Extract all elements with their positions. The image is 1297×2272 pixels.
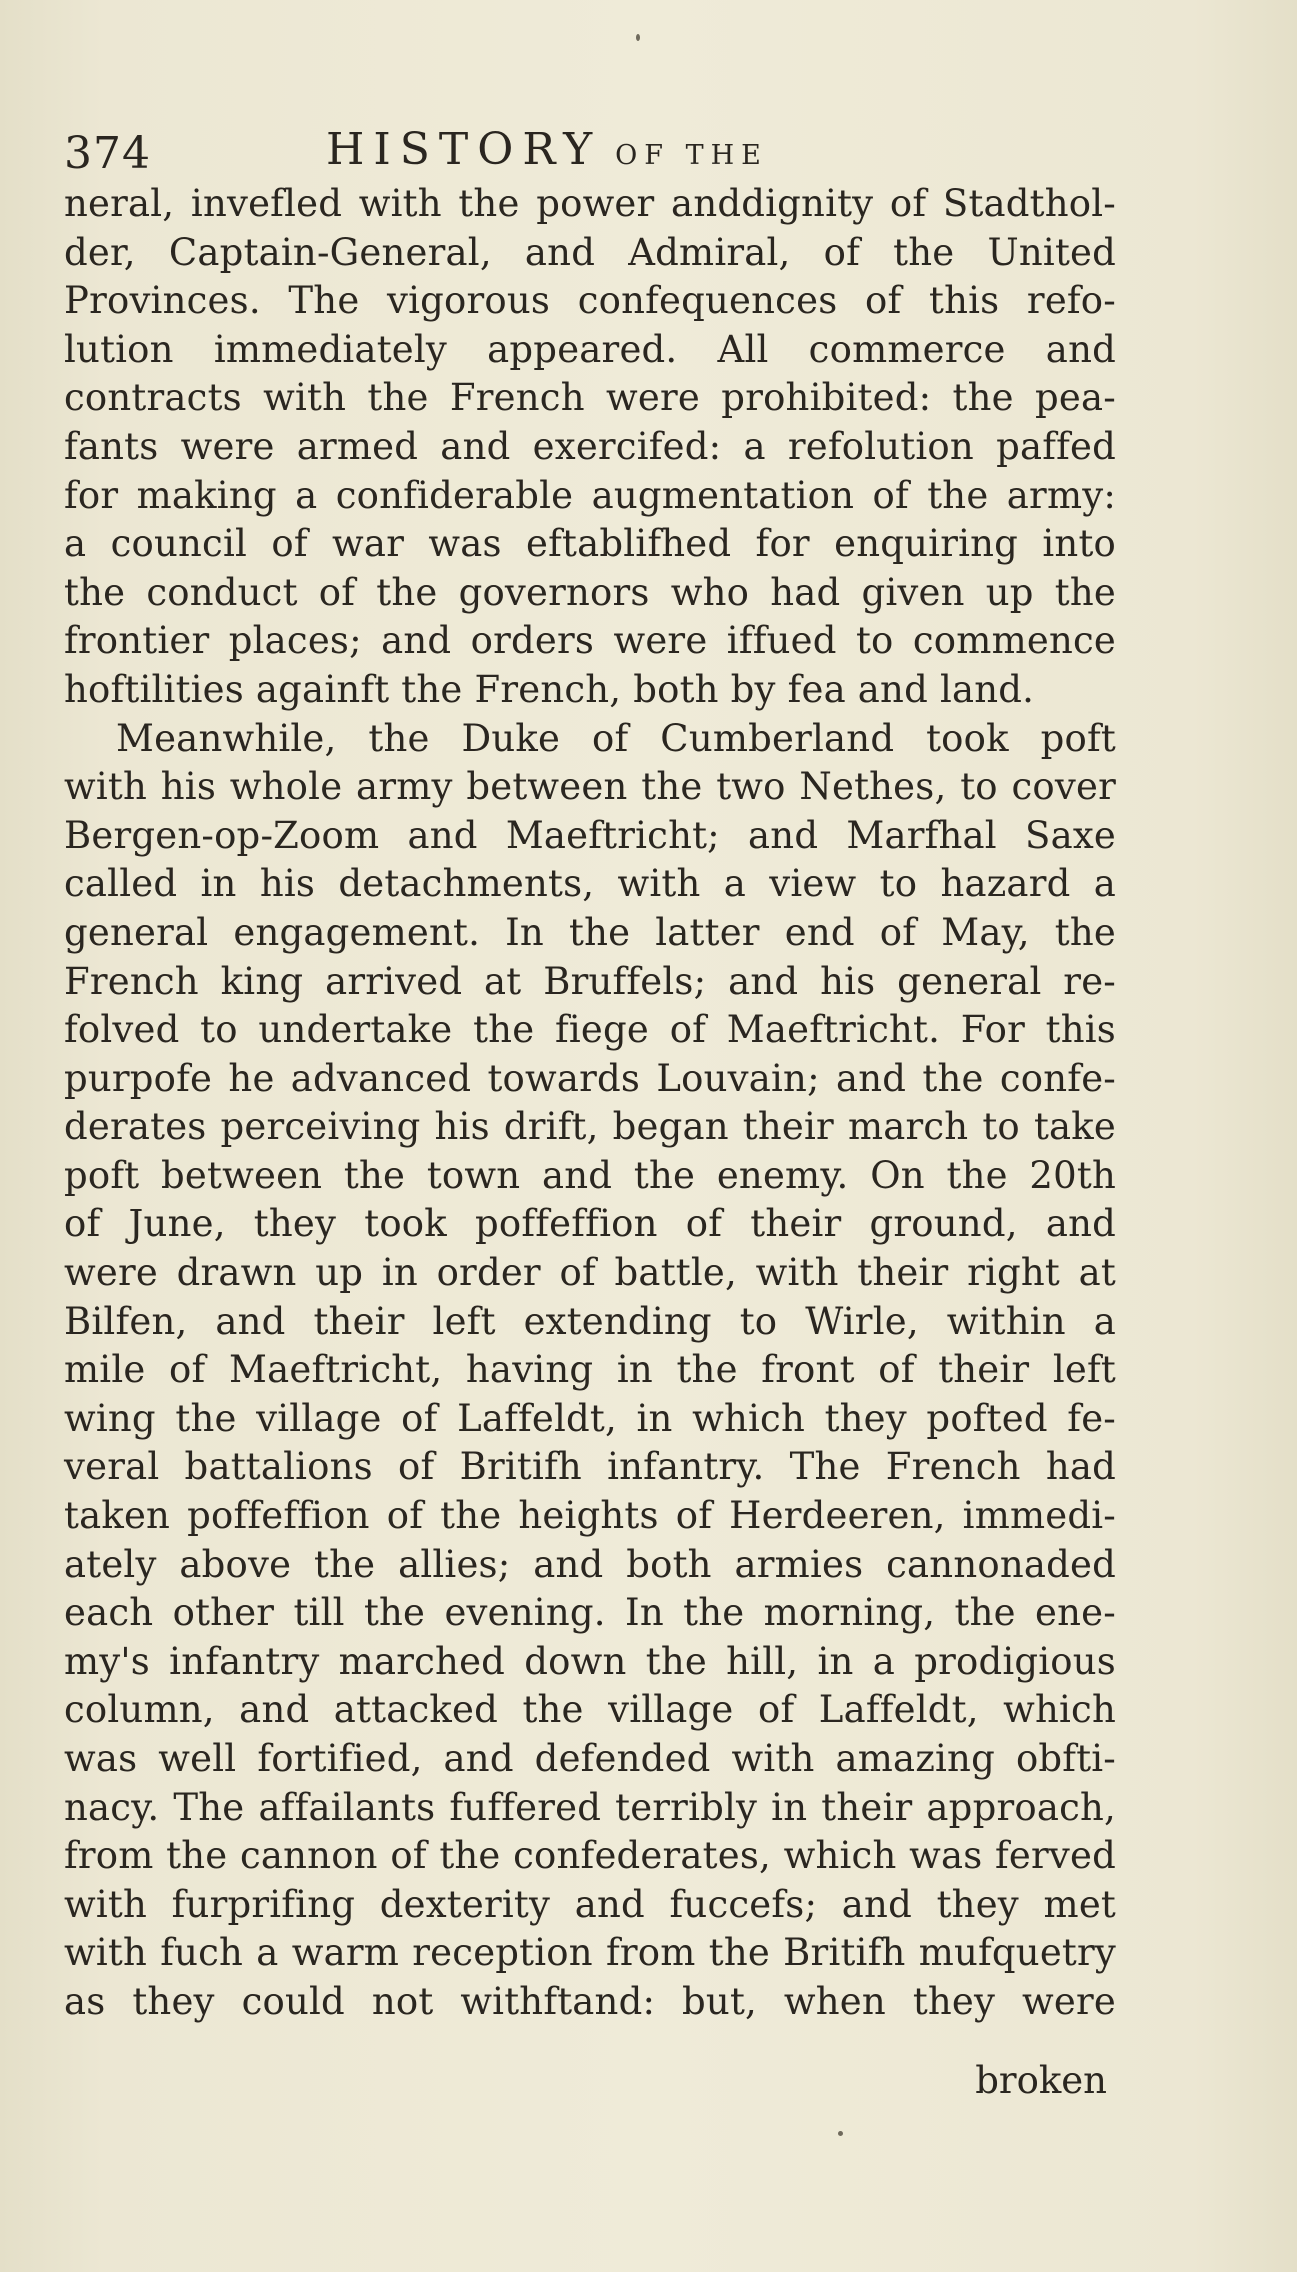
text-line: the conduct of the governors who had given up the (64, 570, 1116, 614)
running-title-small: OF THE (615, 140, 768, 171)
running-title (326, 124, 768, 175)
text-line: from the cannon of the confederates, which was ferved (64, 1834, 1116, 1878)
text-line: called in his detachments, with a view to hazard a (64, 862, 1116, 906)
text-line: lution immediately appeared. All commerce and (64, 327, 1116, 371)
ink-speck (636, 34, 640, 41)
text-line: frontier places; and orders were iffued to commence (64, 619, 1116, 663)
text-line: with his whole army between the two Nethes, to cover (64, 765, 1116, 809)
text-line: Bergen-op-Zoom and Maeftricht; and Marfhal Saxe (64, 813, 1116, 857)
text-line: each other till the evening. In the morning, the ene- (64, 1591, 1116, 1635)
text-line: taken poffeffion of the heights of Herdeeren, immedi- (64, 1494, 1116, 1538)
text-line: der, Captain-General, and Admiral, of the United (64, 230, 1116, 274)
text-line: nacy. The affailants fuffered terribly in their approach, (64, 1785, 1116, 1829)
running-title-main: HISTORY (326, 124, 602, 175)
text-line: hoftilities againft the French, both by fea and land. (64, 667, 1035, 711)
text-line: mile of Maeftricht, having in the front of their left (64, 1348, 1116, 1392)
text-line: was well fortified, and defended with amazing obfti- (64, 1737, 1116, 1780)
text-line: contracts with the French were prohibited: the pea- (64, 376, 1116, 420)
ink-speck (838, 2131, 843, 2136)
text-line: fants were armed and exercifed: a refolution paffed (64, 424, 1116, 468)
text-line: for making a confiderable augmentation of the army: (64, 473, 1116, 517)
text-line: neral, invefled with the power anddignity of Stadthol- (64, 182, 1116, 225)
text-line: Provinces. The vigorous confequences of this refo- (64, 279, 1116, 323)
text-line: veral battalions of Britifh infantry. The French had (64, 1445, 1116, 1489)
text-line: ately above the allies; and both armies cannonaded (64, 1542, 1116, 1586)
body-text (64, 180, 1116, 2027)
text-line: poft between the town and the enemy. On the 20th (64, 1153, 1116, 1197)
text-line: with fuch a warm reception from the Britifh mufquetry (64, 1931, 1116, 1975)
text-line: column, and attacked the village of Laffeldt, which (64, 1688, 1116, 1732)
text-line: of June, they took poffeffion of their ground, and (64, 1202, 1116, 1246)
text-line: general engagement. In the latter end of May, the (64, 910, 1116, 954)
text-line: folved to undertake the fiege of Maeftricht. For this (64, 1008, 1116, 1052)
text-line: Bilfen, and their left extending to Wirle, within a (64, 1299, 1116, 1343)
text-line: French king arrived at Bruffels; and his general re- (64, 959, 1116, 1003)
text-line: with furprifing dexterity and fuccefs; and they met (64, 1882, 1116, 1926)
text-line: purpofe he advanced towards Louvain; and the confe- (64, 1056, 1116, 1100)
text-line: a council of war was eftablifhed for enquiring into (64, 522, 1116, 566)
text-line: wing the village of Laffeldt, in which they pofted fe- (64, 1396, 1116, 1440)
text-line: Meanwhile, the Duke of Cumberland took poft (116, 716, 1116, 760)
running-head (64, 118, 1124, 178)
text-line: were drawn up in order of battle, with their right at (64, 1251, 1116, 1295)
text-line: my's infantry marched down the hill, in a prodigious (64, 1639, 1116, 1683)
text-line: as they could not withftand: but, when they were (64, 1979, 1116, 2023)
text-line: derates perceiving his drift, began their march to take (64, 1105, 1116, 1149)
page-number: 374 (64, 128, 151, 179)
catchword: broken (975, 2059, 1107, 2102)
